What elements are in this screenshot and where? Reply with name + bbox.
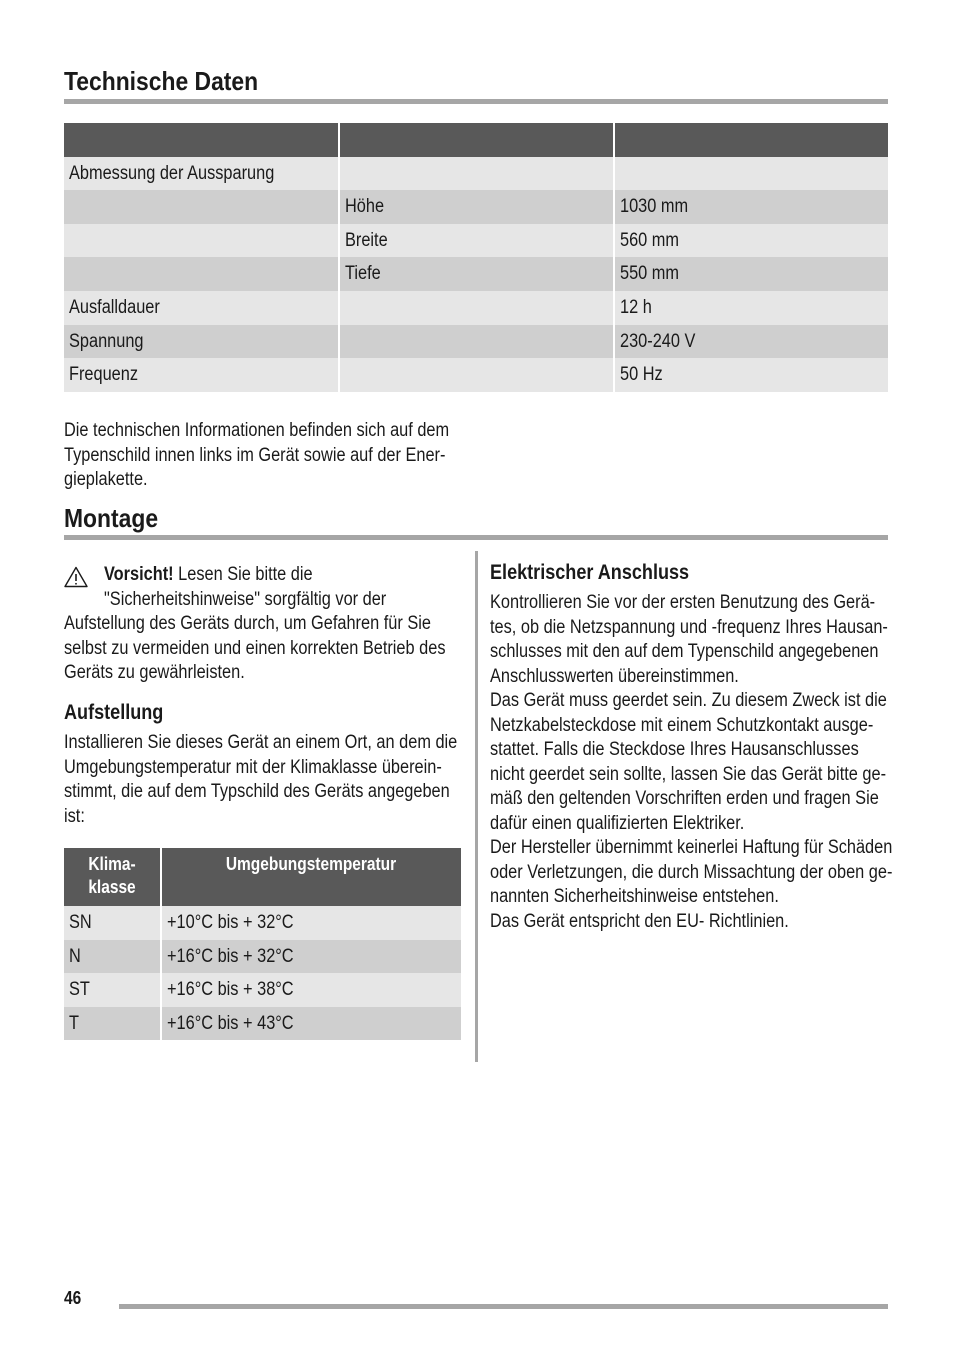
- warning-paragraph: Aufstellung des Geräts durch, um Gefahren für Sie selbst zu vermeiden und einen korrekten Betrieb des Geräts zu gewährleisten.: [64, 613, 446, 683]
- table-cell: +16°C bis + 43°C: [162, 1007, 461, 1041]
- table-cell: SN: [64, 906, 160, 940]
- table-row: [64, 940, 461, 974]
- table-cell: 230-240 V: [615, 325, 888, 359]
- warning-icon: [64, 566, 88, 588]
- section-title-technische-daten: Technische Daten: [64, 66, 259, 96]
- table-cell: 560 mm: [615, 224, 888, 258]
- table-header-row: [64, 848, 461, 906]
- table-cell: N: [64, 940, 160, 974]
- table-cell: [64, 257, 338, 291]
- table-cell: ST: [64, 973, 160, 1007]
- section-title-montage: Montage: [64, 503, 159, 533]
- tech-data-table: [64, 123, 888, 392]
- table-cell: +16°C bis + 32°C: [162, 940, 461, 974]
- table-header-cell: Klima- klasse: [64, 848, 160, 906]
- table-row: [64, 257, 888, 291]
- table-cell: T: [64, 1007, 160, 1041]
- table-cell: +16°C bis + 38°C: [162, 973, 461, 1007]
- table-header-cell: [64, 123, 338, 157]
- info-paragraph: Die technischen Informationen befinden sich auf dem Typenschild innen links im Gerät sowie auf der Ener- gieplakette.: [64, 420, 450, 490]
- table-cell: [64, 224, 338, 258]
- table-row: [64, 224, 888, 258]
- section-rule: [64, 535, 888, 540]
- table-cell: [340, 358, 613, 392]
- warning-first-line: Vorsicht! Lesen Sie bitte die: [104, 564, 313, 585]
- table-cell: [340, 291, 613, 325]
- table-row: [64, 358, 888, 392]
- table-row: [64, 157, 888, 191]
- table-cell: 50 Hz: [615, 358, 888, 392]
- elektrisch-paragraph: Kontrollieren Sie vor der ersten Benutzung des Gerä- tes, ob die Netzspannung und -frequenz Ihres Hausan- schlusses mit den auf dem Typenschild angegebenen Anschlusswerten übereinstimmen. Das Gerät muss geerdet sein. Zu diesem Zweck ist die Netzkabelsteckdose mit einem Schutzkontakt ausge- stattet. Falls die Steckdose Ihres Hausanschlusses nicht geerdet sein sollte, lassen Sie das Gerät bitte ge- mäß den geltenden Vorschriften erden und fragen Sie dafür einen qualifizierten Elektriker. Der Hersteller übernimmt keinerlei Haftung für Schäden oder Verletzungen, die durch Missachtung der oben ge- nannten Sicherheitshinweise entstehen. Das Gerät entspricht den EU- Richtlinien.: [490, 592, 893, 932]
- table-cell: [340, 325, 613, 359]
- table-cell: [64, 190, 338, 224]
- table-cell: 1030 mm: [615, 190, 888, 224]
- table-row: [64, 325, 888, 359]
- table-cell: Tiefe: [340, 257, 613, 291]
- subheading-aufstellung: Aufstellung: [64, 701, 164, 724]
- table-cell: Ausfalldauer: [64, 291, 338, 325]
- subheading-elektrischer-anschluss: Elektrischer Anschluss: [490, 561, 690, 584]
- warning-paragraph-indent: "Sicherheitshinweise" sorgfältig vor der: [104, 588, 387, 610]
- page-number: 46: [64, 1288, 82, 1308]
- table-row: [64, 906, 461, 940]
- table-row: [64, 190, 888, 224]
- section-rule: [64, 99, 888, 104]
- table-row: [64, 973, 461, 1007]
- footer-rule: [119, 1304, 888, 1309]
- table-cell: Abmessung der Aussparung: [64, 157, 338, 191]
- table-cell: Frequenz: [64, 358, 338, 392]
- table-header-cell: [340, 123, 613, 157]
- table-cell: Breite: [340, 224, 613, 258]
- table-cell: Spannung: [64, 325, 338, 359]
- table-cell: [615, 157, 888, 191]
- table-header-row: [64, 123, 888, 157]
- table-header-cell: Umgebungstemperatur: [162, 848, 461, 906]
- warning-label: Vorsicht!: [104, 564, 174, 585]
- table-cell: 12 h: [615, 291, 888, 325]
- aufstellung-paragraph: Installieren Sie dieses Gerät an einem Ort, an dem die Umgebungstemperatur mit der Klimaklasse überein- stimmt, die auf dem Typschild des Geräts angegeben ist:: [64, 732, 458, 827]
- table-cell: Höhe: [340, 190, 613, 224]
- table-cell: +10°C bis + 32°C: [162, 906, 461, 940]
- table-header-cell: [615, 123, 888, 157]
- table-row: [64, 291, 888, 325]
- table-row: [64, 1007, 461, 1041]
- table-cell: 550 mm: [615, 257, 888, 291]
- table-cell: [340, 157, 613, 191]
- climate-class-table: [64, 848, 461, 1040]
